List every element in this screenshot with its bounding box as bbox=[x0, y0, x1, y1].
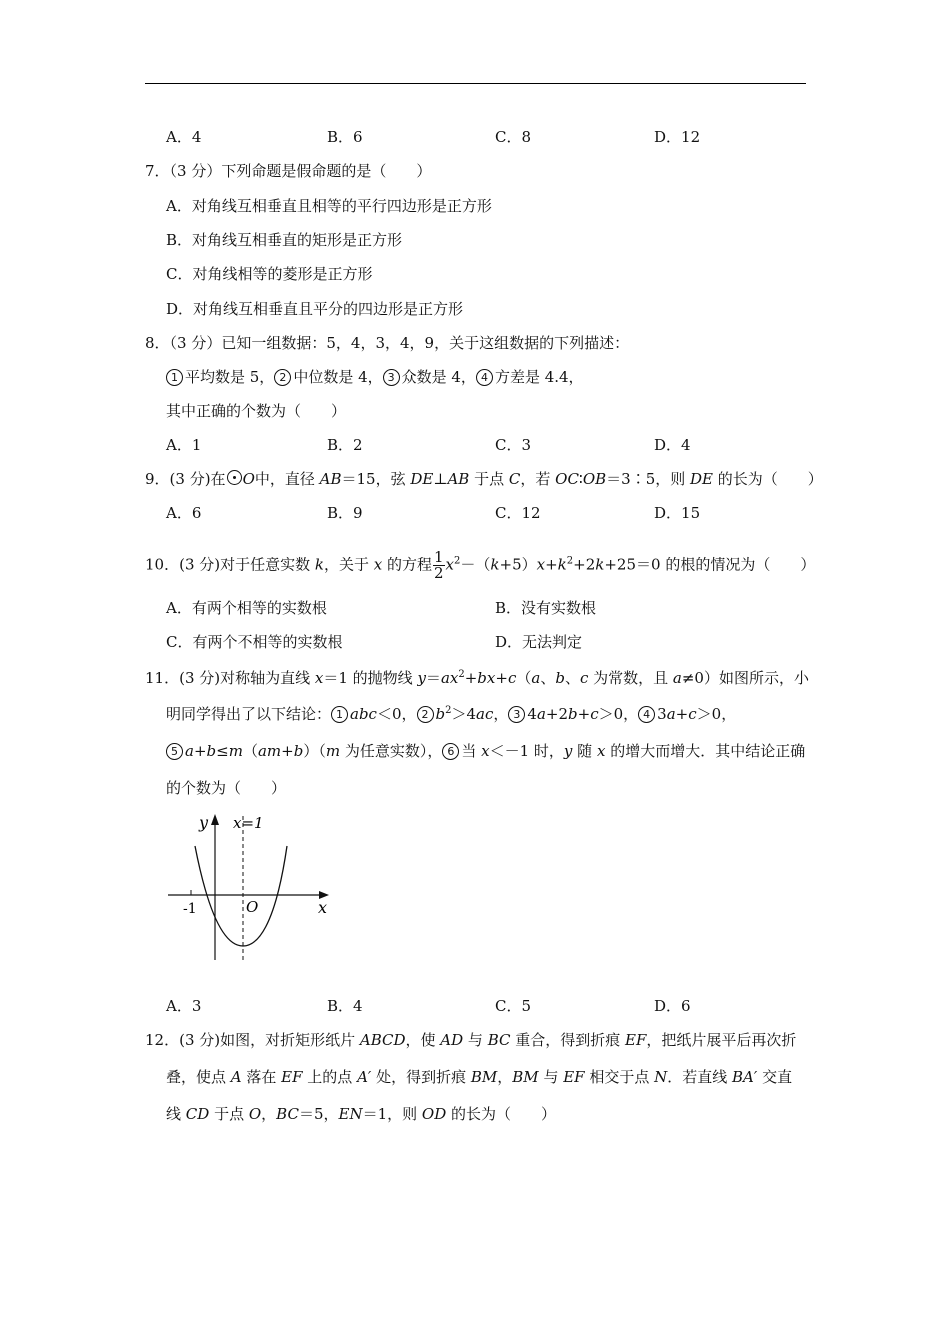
q10-option-c[interactable]: C．有两个不相等的实数根 bbox=[166, 633, 343, 651]
q12-line-3: 线 CD 于点 O，BC＝5，EN＝1，则 OD 的长为（ ） bbox=[166, 1105, 556, 1123]
parabola-figure bbox=[165, 808, 340, 968]
q9-option-d[interactable]: D．15 bbox=[654, 504, 701, 522]
circled-number-3: 3 bbox=[508, 706, 525, 723]
q7-option-b[interactable]: B．对角线互相垂直的矩形是正方形 bbox=[166, 231, 403, 249]
q10-option-d[interactable]: D．无法判定 bbox=[495, 633, 583, 651]
x-axis-label: x bbox=[318, 898, 328, 917]
header-rule bbox=[145, 83, 806, 84]
circled-number-2: 2 bbox=[417, 706, 434, 723]
q12-line-1: 12．(3 分)如图，对折矩形纸片 ABCD，使 AD 与 BC 重合，得到折痕 EF，把纸片展平后再次折 bbox=[145, 1031, 797, 1049]
q10-option-a[interactable]: A．有两个相等的实数根 bbox=[166, 599, 327, 617]
q8-option-c[interactable]: C．3 bbox=[495, 436, 532, 454]
neg-one-label: -1 bbox=[183, 901, 197, 917]
q11-line-1: 11．(3 分)对称轴为直线 x＝1 的抛物线 $y=ax^2+bx+c(a$、b、c 为常数，且 a≠0）如图所示，小 bbox=[145, 669, 809, 687]
parabola-curve bbox=[195, 846, 287, 946]
circled-number-2: 2 bbox=[274, 369, 291, 386]
q8-statements: 1 平均数是 5， 2 中位数是 4， 3 众数是 4， 4 方差是 4.4， bbox=[166, 367, 584, 387]
q7-stem: 7．（3 分）下列命题是假命题的是（ ） bbox=[145, 162, 432, 180]
q9-stem: 9．(3 分)在 O中，直径 AB＝15，弦 DE⊥AB 于点 C，若 OC∶OB＝3∶5，则 DE 的长为（ ） bbox=[145, 470, 823, 488]
q12-line-2: 叠，使点 A 落在 EF 上的点 A′ 处，得到折痕 BM，BM 与 EF 相交于点 N．若直线 BA′ 交直 bbox=[166, 1068, 793, 1086]
q11-option-c[interactable]: C．5 bbox=[495, 997, 532, 1015]
q8-question: 其中正确的个数为（ ） bbox=[166, 402, 347, 420]
y-axis-label: y bbox=[199, 813, 209, 832]
q9-option-b[interactable]: B．9 bbox=[327, 504, 363, 522]
q10-option-b[interactable]: B．没有实数根 bbox=[495, 599, 597, 617]
symmetry-axis-label: x=1 bbox=[233, 814, 264, 832]
q8-option-d[interactable]: D．4 bbox=[654, 436, 691, 454]
q10-stem: 10．(3 分)对于任意实数 k，关于 x 的方程 $\frac{1}{2}$ $x^2-(k+5)x+k^2+2k+25=0$ 的根的情况为（ ） bbox=[145, 548, 816, 582]
q8-option-a[interactable]: A．1 bbox=[166, 436, 202, 454]
q8-option-b[interactable]: B．2 bbox=[327, 436, 363, 454]
q8-stem: 8．（3 分）已知一组数据：5，4，3，4，9，关于这组数据的下列描述： bbox=[145, 334, 630, 352]
circle-dot-icon bbox=[227, 470, 242, 485]
q9-option-a[interactable]: A．6 bbox=[166, 504, 202, 522]
q6-option-a[interactable]: A．4 bbox=[166, 128, 202, 146]
q7-option-c[interactable]: C．对角线相等的菱形是正方形 bbox=[166, 265, 373, 283]
q11-option-b[interactable]: B．4 bbox=[327, 997, 363, 1015]
q7-option-d[interactable]: D．对角线互相垂直且平分的四边形是正方形 bbox=[166, 300, 464, 318]
circled-number-5: 5 bbox=[166, 743, 183, 760]
q11-option-a[interactable]: A．3 bbox=[166, 997, 202, 1015]
q11-line-3: 5 a+b≤m（am+b）（m 为任意实数）， 6 当 x＜－1 时，y 随 x 的增大而增大．其中结论正确 bbox=[166, 741, 805, 761]
circled-number-1: 1 bbox=[331, 706, 348, 723]
q6-option-b[interactable]: B．6 bbox=[327, 128, 363, 146]
fraction-one-half: $\frac{1}{2}$ bbox=[434, 548, 444, 582]
circled-number-3: 3 bbox=[383, 369, 400, 386]
y-axis-arrow-icon bbox=[211, 814, 219, 825]
q11-option-d[interactable]: D．6 bbox=[654, 997, 691, 1015]
circled-number-6: 6 bbox=[442, 743, 459, 760]
q9-option-c[interactable]: C．12 bbox=[495, 504, 541, 522]
q6-option-c[interactable]: C．8 bbox=[495, 128, 532, 146]
q11-line-4: 的个数为（ ） bbox=[166, 779, 287, 797]
origin-label: O bbox=[246, 898, 259, 916]
circled-number-4: 4 bbox=[638, 706, 655, 723]
q7-option-a[interactable]: A．对角线互相垂直且相等的平行四边形是正方形 bbox=[166, 197, 492, 215]
q11-line-2: 明同学得出了以下结论： 1 abc＜0， 2 $b^2>4ac$， 3 4a+2b+c＞0， 4 3a+c＞0， bbox=[166, 705, 737, 723]
q6-option-d[interactable]: D．12 bbox=[654, 128, 701, 146]
circled-number-4: 4 bbox=[476, 369, 493, 386]
circled-number-1: 1 bbox=[166, 369, 183, 386]
